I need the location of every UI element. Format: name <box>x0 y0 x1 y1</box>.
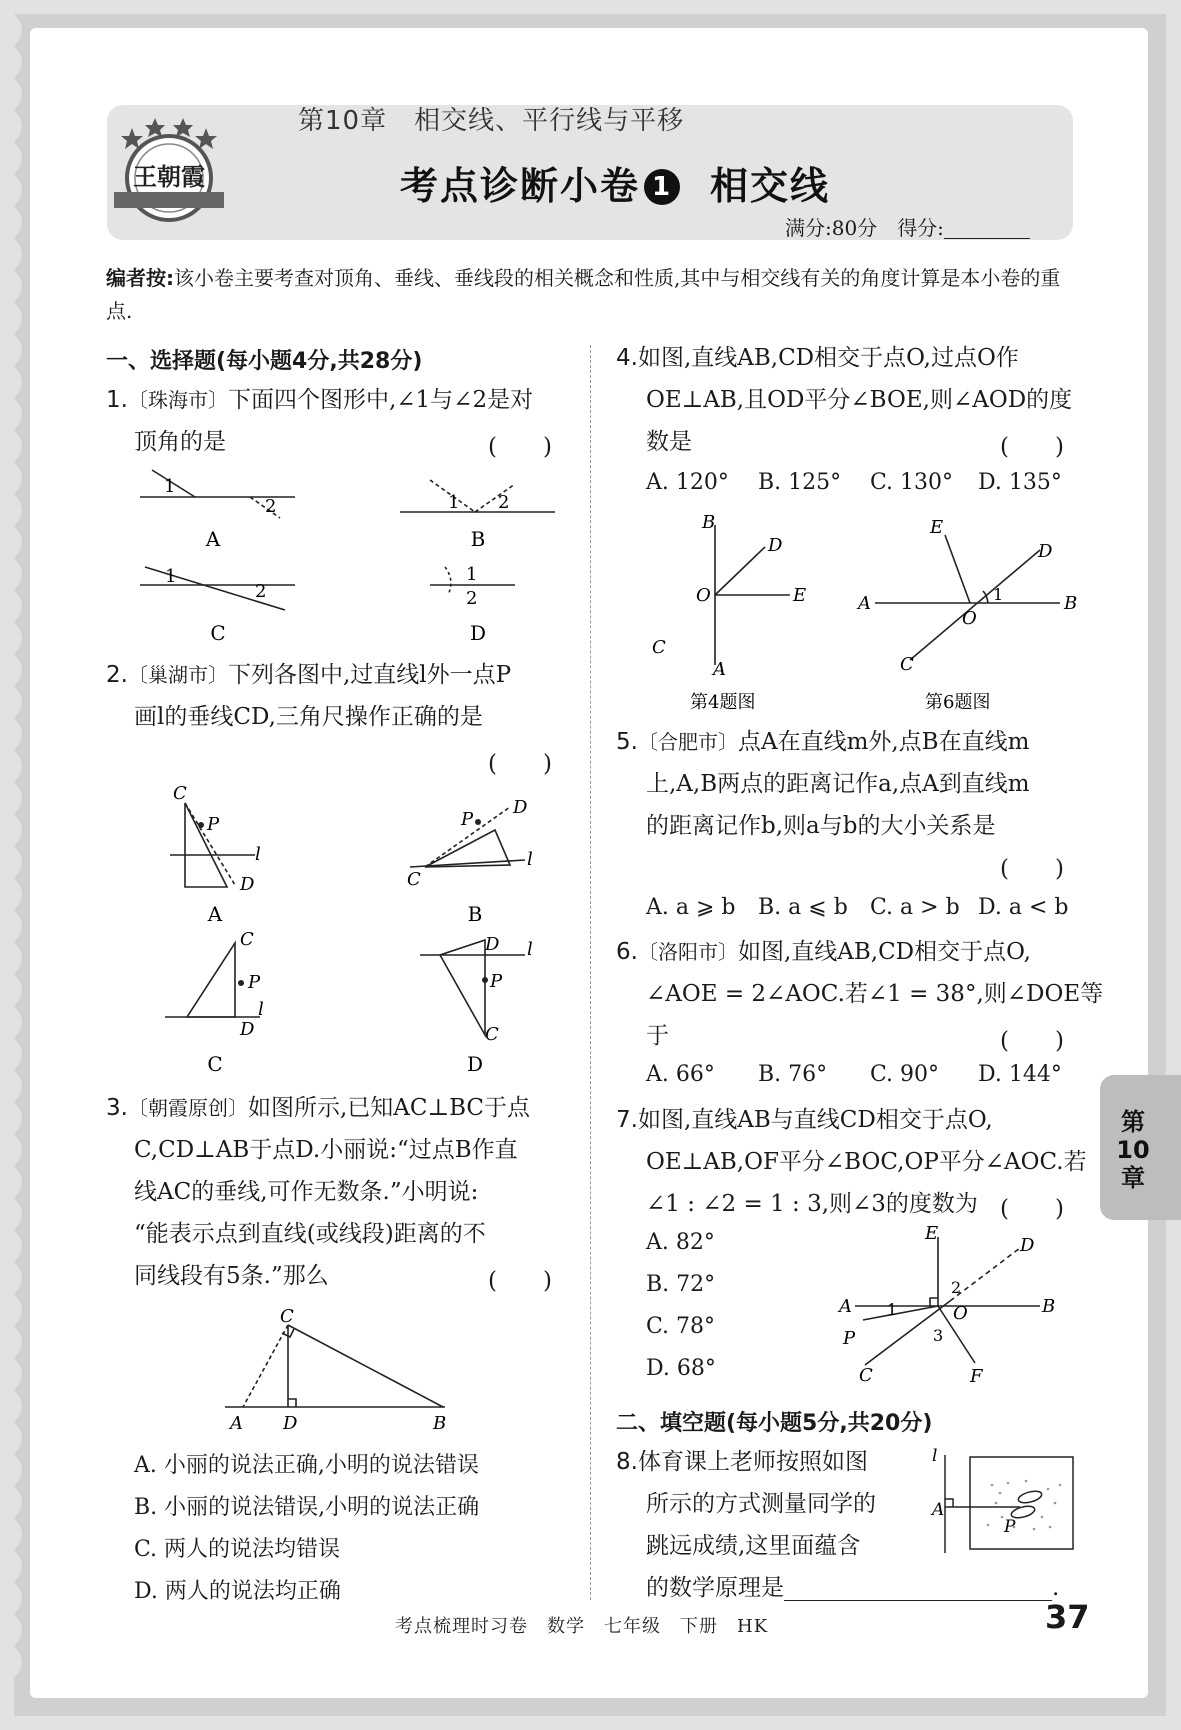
q8-answer-blank[interactable] <box>784 1578 1052 1601</box>
q5-option-d[interactable]: D. a < b <box>978 895 1069 920</box>
q2-figures <box>155 785 565 1075</box>
f7-angle3: 3 <box>933 1326 944 1345</box>
q7-line1 <box>616 1100 993 1141</box>
q6-option-a[interactable]: A. 66° <box>646 1062 715 1087</box>
q3-source: 〔朝霞原创〕 <box>127 1096 248 1120</box>
q4-number: 4. <box>616 345 638 371</box>
q6-answer-paren[interactable]: ( ) <box>1000 1028 1064 1054</box>
q2d-l: l <box>527 939 533 960</box>
f8-l: l <box>932 1446 938 1466</box>
q2b-l: l <box>527 849 533 870</box>
q6-number: 6. <box>616 939 638 965</box>
q2a-d: D <box>240 874 255 895</box>
f7-d: D <box>1020 1235 1035 1256</box>
title-topic: 相交线 <box>710 164 831 208</box>
f7-angle1: 1 <box>887 1300 898 1319</box>
page-number: 37 <box>1045 1598 1090 1636</box>
q1-angle1-a: 1 <box>164 476 176 497</box>
q3-option-c[interactable]: C. 两人的说法均错误 <box>134 1537 341 1562</box>
f6-d: D <box>1038 541 1053 562</box>
q3-option-b[interactable]: B. 小丽的说法错误,小明的说法正确 <box>134 1495 480 1520</box>
q2c-l: l <box>258 999 264 1020</box>
q6-text1: 如图,直线AB,CD相交于点O, <box>737 939 1031 965</box>
q5-answer-paren[interactable]: ( ) <box>1000 856 1064 882</box>
q2b-p: P <box>461 809 474 830</box>
fig6-caption: 第6题图 <box>925 692 991 713</box>
q7-text3: ∠1 : ∠2 = 1 : 3,则∠3的度数为 <box>646 1191 978 1217</box>
q5-text3: 的距离记作b,则a与b的大小关系是 <box>646 813 996 839</box>
q1-text2: 顶角的是 <box>134 429 226 455</box>
q1-angle2-d: 2 <box>466 588 478 609</box>
tab-line3: 章 <box>1121 1164 1145 1192</box>
q3-text1: 如图所示,已知AC⊥BC于点 <box>247 1095 531 1121</box>
f6-angle1: 1 <box>993 585 1004 604</box>
f4-c: C <box>652 637 666 658</box>
q3-pt-b: B <box>433 1413 447 1434</box>
q2d-c: C <box>485 1024 499 1045</box>
q4-option-b[interactable]: B. 125° <box>758 470 842 495</box>
q4-answer-paren[interactable]: ( ) <box>1000 434 1064 460</box>
tab-line1: 第 <box>1121 1108 1145 1136</box>
f7-angle2: 2 <box>951 1278 962 1297</box>
q2-label-c: C <box>207 1052 223 1075</box>
q4-q6-figures <box>640 505 1095 717</box>
q7-answer-paren[interactable]: ( ) <box>1000 1196 1064 1222</box>
q1-label-b: B <box>470 527 486 551</box>
q8-text2: 所示的方式测量同学的 <box>646 1491 876 1517</box>
q3-text3: 线AC的垂线,可作无数条.”小明说: <box>134 1179 479 1205</box>
q2-number: 2. <box>106 662 128 688</box>
q3-line1 <box>106 1088 530 1129</box>
q6-line1 <box>616 932 1031 973</box>
q6-option-c[interactable]: C. 90° <box>870 1062 940 1087</box>
q7-figure <box>835 1225 1070 1385</box>
q3-pt-d: D <box>283 1413 298 1434</box>
q5-option-a[interactable]: A. a ⩾ b <box>646 895 736 920</box>
q5-line1 <box>616 722 1029 763</box>
score-blank[interactable] <box>944 218 1030 239</box>
f7-e: E <box>925 1225 939 1244</box>
full-score: 满分:80分 <box>785 216 878 240</box>
q1-label-c: C <box>210 621 226 642</box>
q2a-l: l <box>255 844 261 865</box>
f6-e: E <box>930 517 944 538</box>
q1-source: 〔珠海市〕 <box>127 388 228 412</box>
q2d-p: P <box>490 971 503 992</box>
q2b-d: D <box>513 797 528 818</box>
q6-option-d[interactable]: D. 144° <box>978 1062 1062 1087</box>
f4-d: D <box>768 535 783 556</box>
q1-text1: 下面四个图形中,∠1与∠2是对 <box>227 387 534 413</box>
q7-option-c[interactable]: C. 78° <box>646 1314 716 1339</box>
q1-angle2-a: 2 <box>265 496 277 517</box>
fig4-caption: 第4题图 <box>690 692 756 713</box>
score-label: 得分: <box>897 216 944 240</box>
tab-line2: 10 <box>1116 1136 1150 1164</box>
f4-a: A <box>713 659 726 680</box>
q2-answer-paren[interactable]: ( ) <box>488 751 552 777</box>
q8-text1: 体育课上老师按照如图 <box>637 1449 868 1475</box>
q8-text4: 的数学原理是 <box>646 1575 784 1601</box>
q3-option-a[interactable]: A. 小丽的说法正确,小明的说法错误 <box>134 1453 479 1478</box>
q5-number: 5. <box>616 729 638 755</box>
q2-source: 〔巢湖市〕 <box>127 663 228 687</box>
f6-o: O <box>962 608 977 629</box>
chapter-tab-text <box>1108 1108 1158 1192</box>
q8-number: 8. <box>616 1449 638 1475</box>
q2c-d: D <box>240 1019 255 1040</box>
q2c-c: C <box>240 929 254 950</box>
q1-answer-paren[interactable]: ( ) <box>488 434 552 460</box>
q4-option-a[interactable]: A. 120° <box>646 470 729 495</box>
q4-option-c[interactable]: C. 130° <box>870 470 954 495</box>
f8-a: A <box>932 1500 945 1520</box>
q1-angle2-b: 2 <box>498 492 510 513</box>
f4-b: B <box>702 512 716 533</box>
f8-p: P <box>1004 1517 1016 1537</box>
q2c-p: P <box>248 972 261 993</box>
q7-text1: 如图,直线AB与直线CD相交于点O, <box>637 1107 993 1133</box>
q2d-d: D <box>485 934 500 955</box>
q6-option-b[interactable]: B. 76° <box>758 1062 828 1087</box>
q6-source: 〔洛阳市〕 <box>637 940 738 964</box>
q4-text1: 如图,直线AB,CD相交于点O,过点O作 <box>637 345 1019 371</box>
q8-end: . <box>1052 1575 1060 1601</box>
q6-text2: ∠AOE = 2∠AOC.若∠1 = 38°,则∠DOE等 <box>646 981 1104 1007</box>
q8-line4 <box>646 1568 1059 1609</box>
title-main: 考点诊断小卷 <box>400 164 641 208</box>
q7-option-d[interactable]: D. 68° <box>646 1356 716 1381</box>
score-line <box>785 212 1030 241</box>
q1-angle1-b: 1 <box>448 492 460 513</box>
q1-angle1-d: 1 <box>466 564 478 585</box>
q2-text1: 下列各图中,过直线l外一点P <box>227 662 512 688</box>
f6-a: A <box>858 593 871 614</box>
f4-o: O <box>696 585 711 606</box>
q4-line1 <box>616 338 1019 379</box>
f6-c: C <box>900 654 914 675</box>
page-title <box>400 155 830 210</box>
q8-text3: 跳远成绩,这里面蕴含 <box>646 1533 861 1559</box>
q1-label-a: A <box>205 527 221 551</box>
f7-o: O <box>953 1303 968 1324</box>
q1-label-d: D <box>469 621 487 642</box>
logo-seal <box>110 112 228 230</box>
column-divider <box>590 345 591 1600</box>
q2-label-b: B <box>467 902 483 926</box>
f6-b: B <box>1064 593 1078 614</box>
chapter-title: 第10章 相交线、平行线与平移 <box>298 106 685 136</box>
q3-answer-paren[interactable]: ( ) <box>488 1268 552 1294</box>
q4-text2: OE⊥AB,且OD平分∠BOE,则∠AOD的度 <box>646 387 1073 413</box>
q2-line1 <box>106 655 511 696</box>
q2a-c: C <box>173 785 187 804</box>
q8-figure <box>930 1445 1080 1555</box>
q2a-p: P <box>207 814 220 835</box>
footer-text: 考点梳理时习卷 数学 七年级 下册 HK <box>395 1616 769 1637</box>
q5-option-c[interactable]: C. a > b <box>870 895 960 920</box>
logo-text: 王朝霞 <box>133 162 205 191</box>
q4-option-d[interactable]: D. 135° <box>978 470 1062 495</box>
q7-option-a[interactable]: A. 82° <box>646 1230 715 1255</box>
f7-f: F <box>970 1366 983 1385</box>
q3-figure <box>215 1305 465 1435</box>
q5-option-b[interactable]: B. a ⩽ b <box>758 895 848 920</box>
f7-p: P <box>843 1328 856 1349</box>
q2-label-a: A <box>207 902 223 926</box>
f7-a: A <box>839 1296 852 1317</box>
q8-line1 <box>616 1442 868 1483</box>
q7-option-b[interactable]: B. 72° <box>646 1272 716 1297</box>
editor-note <box>106 262 1081 328</box>
q7-text2: OE⊥AB,OF平分∠BOC,OP平分∠AOC.若 <box>646 1149 1087 1175</box>
q6-text3: 于 <box>646 1023 669 1049</box>
note-label: 编者按: <box>106 266 174 290</box>
f7-b: B <box>1042 1296 1056 1317</box>
f4-e: E <box>793 585 807 606</box>
q7-number: 7. <box>616 1107 638 1133</box>
q3-text5: 同线段有5条.”那么 <box>134 1263 329 1289</box>
q1-figures <box>130 462 570 642</box>
q1-angle1-c: 1 <box>165 566 177 587</box>
q5-text2: 上,A,B两点的距离记作a,点A到直线m <box>646 771 1030 797</box>
q1-angle2-c: 2 <box>255 581 267 602</box>
section1-title: 一、选择题(每小题4分,共28分) <box>106 349 423 374</box>
q2b-c: C <box>407 869 421 890</box>
q3-text2: C,CD⊥AB于点D.小丽说:“过点B作直 <box>134 1137 518 1163</box>
section2-title: 二、填空题(每小题5分,共20分) <box>616 1411 933 1436</box>
q3-option-d[interactable]: D. 两人的说法均正确 <box>134 1579 341 1604</box>
q5-source: 〔合肥市〕 <box>637 730 738 754</box>
q3-pt-c: C <box>280 1306 294 1327</box>
q2-text2: 画l的垂线CD,三角尺操作正确的是 <box>134 704 483 730</box>
q3-number: 3. <box>106 1095 128 1121</box>
note-text: 该小卷主要考查对顶角、垂线、垂线段的相关概念和性质,其中与相交线有关的角度计算是本小卷的重点. <box>106 266 1061 323</box>
q3-text4: “能表示点到直线(或线段)距离的不 <box>134 1221 486 1247</box>
q2-label-d: D <box>466 1052 484 1075</box>
q3-pt-a: A <box>230 1413 243 1434</box>
title-number-badge: 1 <box>644 169 680 205</box>
f7-c: C <box>859 1365 873 1385</box>
q1-line1 <box>106 380 533 421</box>
q1-number: 1. <box>106 387 128 413</box>
q4-text3: 数是 <box>646 429 692 455</box>
q5-text1: 点A在直线m外,点B在直线m <box>737 729 1030 755</box>
